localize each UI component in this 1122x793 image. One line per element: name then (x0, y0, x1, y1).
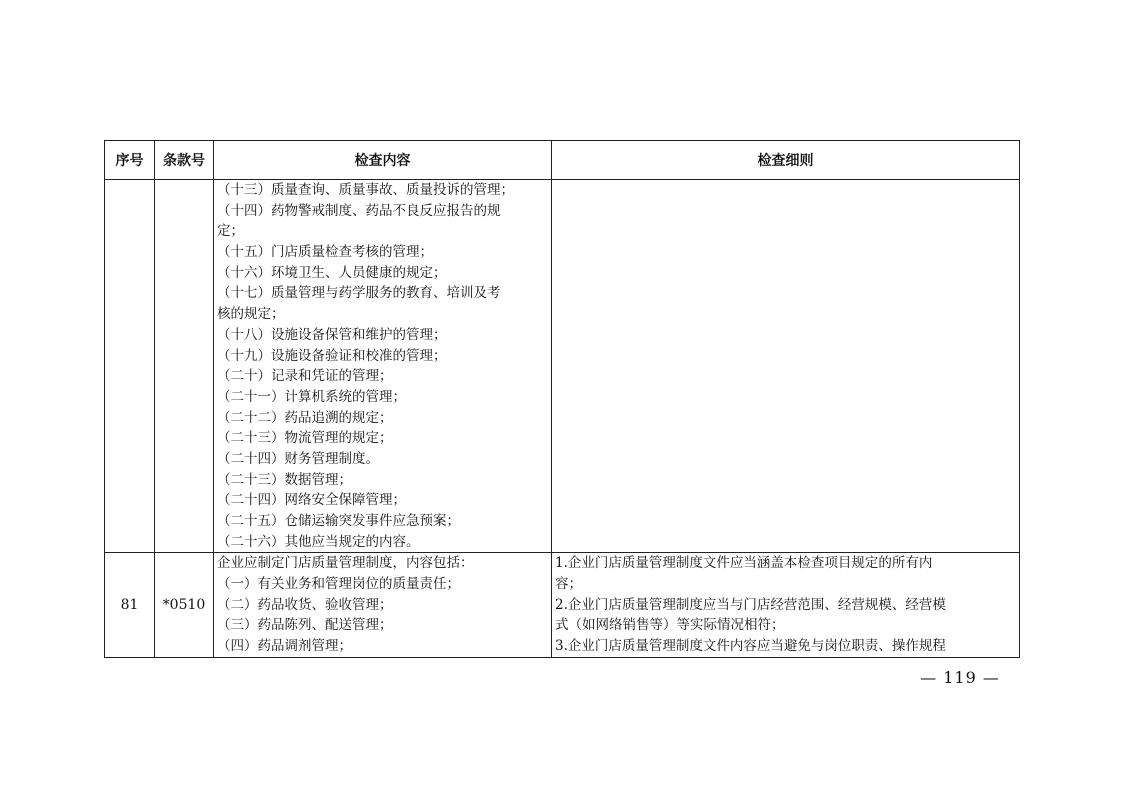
text-line: （二十四）网络安全保障管理； (217, 492, 406, 509)
header-row (105, 141, 1020, 180)
text-line: （二十一）计算机系统的管理； (217, 388, 406, 405)
text-line: （十四）药物警戒制度、药品不良反应报告的规 (217, 202, 501, 219)
header-content: 检查内容 (214, 141, 552, 180)
text-line: （二十三）物流管理的规定； (217, 430, 393, 447)
cell-clause-empty (155, 180, 214, 553)
text-line: （二十）记录和凭证的管理； (217, 368, 393, 385)
text-line: （二十二）药品追溯的规定； (217, 409, 393, 426)
text-line: （二十五）仓储运输突发事件应急预案； (217, 513, 460, 529)
text-line: 容； (555, 576, 582, 593)
text-line: 定； (217, 223, 244, 240)
text-line: 核的规定； (217, 306, 285, 323)
inspection-table (104, 140, 1020, 658)
text-line: （十五）门店质量检查考核的管理； (217, 244, 433, 261)
cell-detail-empty (552, 180, 1020, 553)
page-number: — 119 — (920, 668, 1000, 687)
text-line: 2.企业门店质量管理制度应当与门店经营范围、经营规模、经营模 (555, 596, 946, 613)
header-detail: 检查细则 (552, 141, 1020, 180)
text-line: （十六）环境卫生、人员健康的规定； (217, 264, 447, 281)
table-row-continuation (105, 180, 1020, 553)
cell-clause: *0510 (155, 553, 214, 657)
cell-content (214, 180, 552, 553)
header-clause: 条款号 (155, 141, 214, 180)
text-line: （三）药品陈列、配送管理； (217, 617, 393, 634)
text-line: 式（如网络销售等）等实际情况相符； (555, 617, 785, 634)
cell-seq-empty (105, 180, 155, 553)
text-line: （十三）质量查询、质量事故、质量投诉的管理； (217, 182, 514, 198)
text-line: 企业应制定门店质量管理制度，内容包括： (217, 555, 474, 572)
text-line: （二）药品收货、验收管理； (217, 596, 393, 613)
table-row-81 (105, 553, 1020, 657)
cell-detail (552, 553, 1020, 657)
text-line: （二十四）财务管理制度。 (217, 450, 379, 467)
cell-seq: 81 (105, 553, 155, 657)
text-line: 1.企业门店质量管理制度文件应当涵盖本检查项目规定的所有内 (555, 555, 933, 572)
text-line: （二十三）数据管理； (217, 471, 352, 488)
text-line: （一）有关业务和管理岗位的质量责任； (217, 576, 460, 593)
text-line: 3.企业门店质量管理制度文件内容应当避免与岗位职责、操作规程 (555, 638, 946, 655)
text-line: （二十六）其他应当规定的内容。 (217, 533, 420, 550)
header-seq: 序号 (105, 141, 155, 180)
text-line: （十九）设施设备验证和校准的管理； (217, 347, 447, 364)
text-line: （十八）设施设备保管和维护的管理； (217, 326, 447, 343)
text-line: （四）药品调剂管理； (217, 638, 352, 655)
text-line: （十七）质量管理与药学服务的教育、培训及考 (217, 285, 501, 302)
cell-content (214, 553, 552, 657)
